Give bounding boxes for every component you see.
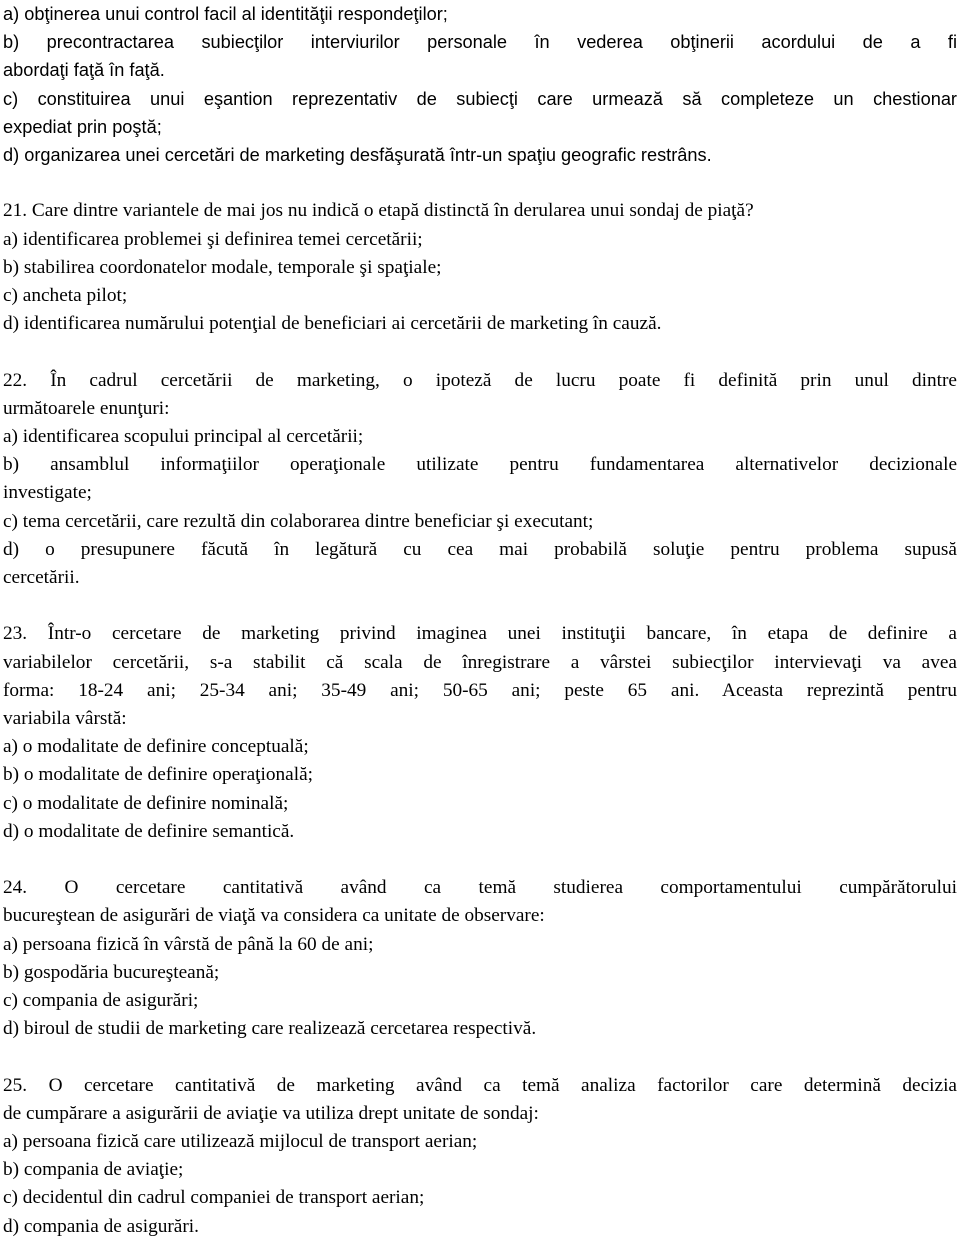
question-23-text-line-1: 23. Într-o cercetare de marketing privind imaginea unei instituţii bancare, în etapa de definire a — [3, 623, 957, 645]
option-c-line-2: expediat prin poştă; — [3, 116, 162, 137]
option-c: c) tema cercetării, care rezultă din colaborarea dintre beneficiar şi executant; — [3, 510, 594, 532]
question-23-text-line-3: forma: 18-24 ani; 25-34 ani; 35-49 ani; 50-65 ani; peste 65 ani. Aceasta reprezintă pentru — [3, 679, 957, 701]
option-d: d) biroul de studii de marketing care realizează cercetarea respectivă. — [3, 1018, 537, 1040]
question-23 — [3, 620, 957, 846]
question-25-text-line-2: de cumpărare a asigurării de aviaţie va utiliza drept unitate de sondaj: — [3, 1102, 539, 1124]
option-c: c) o modalitate de definire nominală; — [3, 792, 289, 814]
question-23-text-line-4: variabila vârstă: — [3, 708, 127, 730]
question-23-text-line-2: variabilelor cercetării, s-a stabilit că scala de înregistrare a vârstei subiecţilor intervievaţi va avea — [3, 651, 957, 673]
option-a: a) obţinerea unui control facil al identităţii respondeţilor; — [3, 4, 448, 24]
option-c: c) compania de asigurări; — [3, 990, 199, 1012]
option-d-line-2: cercetării. — [3, 567, 80, 589]
option-b-line-1: b) ansamblul informaţiilor operaţionale utilizate pentru fundamentarea alternativelor decizionale — [3, 454, 957, 476]
option-a: a) persoana fizică în vârstă de până la 60 de ani; — [3, 933, 374, 955]
option-d: d) identificarea numărului potenţial de beneficiari ai cercetării de marketing în cauză. — [3, 313, 662, 335]
question-20-options — [3, 0, 957, 169]
option-b: b) compania de aviaţie; — [3, 1159, 184, 1181]
question-22 — [3, 367, 957, 593]
option-a: a) identificarea problemei şi definirea temei cercetării; — [3, 228, 423, 250]
option-a: a) identificarea scopului principal al cercetării; — [3, 426, 364, 448]
question-21-text: 21. Care dintre variantele de mai jos nu indică o etapă distinctă în derularea unui sondaj de piaţă? — [3, 200, 754, 222]
question-25 — [3, 1072, 957, 1241]
question-22-text-line-1: 22. În cadrul cercetării de marketing, o ipoteză de lucru poate fi definită prin unul dintre — [3, 369, 957, 391]
question-24 — [3, 874, 957, 1043]
option-b-line-1: b) precontractarea subiecţilor interviurilor personale în vederea obţinerii acordului de a fi — [3, 32, 957, 53]
option-b-line-2: abordaţi faţă în faţă. — [3, 60, 165, 81]
option-c-line-1: c) constituirea unui eşantion reprezentativ de subiecţi care urmează să completeze un chestionar — [3, 88, 957, 109]
option-b-line-2: investigate; — [3, 482, 92, 504]
option-a: a) persoana fizică care utilizează mijlocul de transport aerian; — [3, 1131, 478, 1153]
option-c: c) ancheta pilot; — [3, 285, 128, 307]
option-b: b) gospodăria bucureşteană; — [3, 961, 220, 983]
question-25-text-line-1: 25. O cercetare cantitativă de marketing având ca temă analiza factorilor care determină decizia — [3, 1074, 957, 1096]
option-b: b) stabilirea coordonatelor modale, temporale şi spaţiale; — [3, 256, 442, 278]
question-22-text-line-2: următoarele enunţuri: — [3, 397, 170, 419]
question-24-text-line-1: 24. O cercetare cantitativă având ca temă studierea comportamentului cumpărătorului — [3, 877, 957, 899]
question-21 — [3, 197, 957, 338]
option-a: a) o modalitate de definire conceptuală; — [3, 736, 309, 758]
option-d: d) compania de asigurări. — [3, 1215, 199, 1237]
option-d: d) organizarea unei cercetări de marketing desfăşurată într-un spaţiu geografic restrâns. — [3, 145, 712, 166]
option-b: b) o modalitate de definire operaţională; — [3, 764, 313, 786]
question-24-text-line-2: bucureştean de asigurări de viaţă va considera ca unitate de observare: — [3, 905, 545, 927]
option-d-line-1: d) o presupunere făcută în legătură cu cea mai probabilă soluţie pentru problema supusă — [3, 538, 957, 560]
option-d: d) o modalitate de definire semantică. — [3, 820, 295, 842]
option-c: c) decidentul din cadrul companiei de transport aerian; — [3, 1187, 425, 1209]
